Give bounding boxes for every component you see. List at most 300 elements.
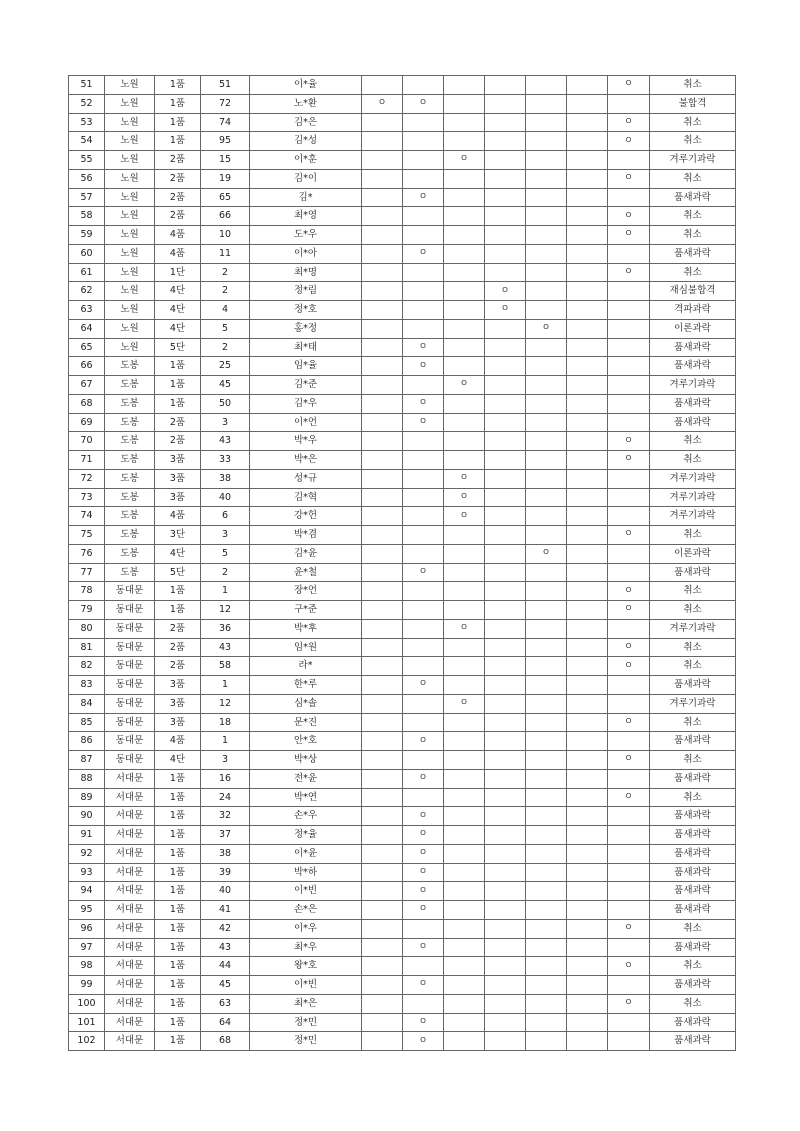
mark-cell (444, 263, 485, 282)
mark-cell (362, 113, 403, 132)
row-number-cell: 57 (69, 188, 105, 207)
mark-cell (567, 132, 608, 151)
mark-cell (608, 938, 650, 957)
mark-cell (444, 844, 485, 863)
mark-cell (362, 488, 403, 507)
mark-cell (485, 338, 526, 357)
mark-cell (362, 1032, 403, 1051)
exam-number-cell: 4 (201, 301, 250, 320)
row-number-cell: 64 (69, 319, 105, 338)
branch-cell: 서대문 (105, 976, 155, 995)
result-cell: 품새과락 (650, 413, 736, 432)
mark-cell (485, 526, 526, 545)
mark-cell: ㅇ (608, 451, 650, 470)
branch-cell: 도봉 (105, 451, 155, 470)
table-row (69, 657, 736, 676)
mark-cell (362, 938, 403, 957)
branch-cell: 노원 (105, 169, 155, 188)
name-cell: 장*언 (250, 582, 362, 601)
mark-cell (403, 751, 444, 770)
mark-cell (485, 788, 526, 807)
mark-cell (526, 507, 567, 526)
mark-cell (485, 676, 526, 695)
branch-cell: 노원 (105, 188, 155, 207)
mark-cell: ㅇ (608, 751, 650, 770)
branch-cell: 서대문 (105, 994, 155, 1013)
grade-cell: 5단 (155, 563, 201, 582)
table-row (69, 732, 736, 751)
row-number-cell: 100 (69, 994, 105, 1013)
grade-cell: 1품 (155, 976, 201, 995)
result-cell: 품새과락 (650, 844, 736, 863)
mark-cell (567, 207, 608, 226)
mark-cell (608, 376, 650, 395)
mark-cell (608, 488, 650, 507)
mark-cell (526, 113, 567, 132)
mark-cell (403, 451, 444, 470)
mark-cell (526, 226, 567, 245)
mark-cell (444, 301, 485, 320)
mark-cell (444, 882, 485, 901)
row-number-cell: 95 (69, 901, 105, 920)
mark-cell (362, 76, 403, 95)
mark-cell (608, 732, 650, 751)
mark-cell (362, 732, 403, 751)
table-row (69, 301, 736, 320)
mark-cell: ㅇ (608, 657, 650, 676)
result-cell: 겨루기과락 (650, 488, 736, 507)
mark-cell (485, 901, 526, 920)
mark-cell (403, 113, 444, 132)
row-number-cell: 68 (69, 394, 105, 413)
table-row (69, 844, 736, 863)
exam-number-cell: 64 (201, 1013, 250, 1032)
name-cell: 박*우 (250, 432, 362, 451)
mark-cell (526, 488, 567, 507)
exam-number-cell: 3 (201, 526, 250, 545)
table-row (69, 882, 736, 901)
result-cell: 품새과락 (650, 676, 736, 695)
mark-cell (444, 132, 485, 151)
mark-cell (526, 263, 567, 282)
table-row (69, 807, 736, 826)
name-cell: 이*빈 (250, 882, 362, 901)
table-row (69, 488, 736, 507)
mark-cell: ㅇ (608, 788, 650, 807)
mark-cell (444, 863, 485, 882)
table-row (69, 938, 736, 957)
mark-cell (403, 301, 444, 320)
mark-cell: ㅇ (608, 919, 650, 938)
name-cell: 라* (250, 657, 362, 676)
mark-cell (526, 957, 567, 976)
mark-cell (444, 319, 485, 338)
mark-cell (444, 94, 485, 113)
grade-cell: 1품 (155, 94, 201, 113)
row-number-cell: 99 (69, 976, 105, 995)
table-row (69, 226, 736, 245)
branch-cell: 동대문 (105, 732, 155, 751)
mark-cell: ㅇ (403, 732, 444, 751)
mark-cell: ㅇ (403, 769, 444, 788)
branch-cell: 동대문 (105, 694, 155, 713)
name-cell: 전*윤 (250, 769, 362, 788)
table-row (69, 94, 736, 113)
mark-cell (444, 188, 485, 207)
mark-cell (567, 338, 608, 357)
mark-cell: ㅇ (608, 76, 650, 95)
mark-cell (526, 451, 567, 470)
exam-number-cell: 12 (201, 601, 250, 620)
exam-number-cell: 36 (201, 619, 250, 638)
mark-cell: ㅇ (362, 94, 403, 113)
mark-cell (567, 432, 608, 451)
exam-number-cell: 33 (201, 451, 250, 470)
mark-cell (567, 544, 608, 563)
mark-cell (362, 507, 403, 526)
mark-cell (567, 151, 608, 170)
grade-cell: 1품 (155, 394, 201, 413)
result-cell: 겨루기과락 (650, 469, 736, 488)
grade-cell: 1단 (155, 263, 201, 282)
mark-cell: ㅇ (403, 1013, 444, 1032)
result-cell: 품새과락 (650, 1013, 736, 1032)
mark-cell (526, 788, 567, 807)
mark-cell (403, 488, 444, 507)
result-cell: 취소 (650, 657, 736, 676)
mark-cell (444, 638, 485, 657)
mark-cell (608, 319, 650, 338)
mark-cell (567, 94, 608, 113)
mark-cell (485, 432, 526, 451)
mark-cell (485, 451, 526, 470)
table-row (69, 1013, 736, 1032)
grade-cell: 3품 (155, 676, 201, 695)
table-row (69, 507, 736, 526)
table-row (69, 376, 736, 395)
table-row (69, 994, 736, 1013)
mark-cell (403, 151, 444, 170)
mark-cell (362, 751, 403, 770)
branch-cell: 도봉 (105, 469, 155, 488)
mark-cell: ㅇ (608, 263, 650, 282)
row-number-cell: 76 (69, 544, 105, 563)
exam-number-cell: 5 (201, 544, 250, 563)
result-cell: 취소 (650, 919, 736, 938)
mark-cell: ㅇ (608, 957, 650, 976)
mark-cell (403, 169, 444, 188)
mark-cell: ㅇ (444, 488, 485, 507)
mark-cell (567, 244, 608, 263)
exam-number-cell: 5 (201, 319, 250, 338)
table-row (69, 244, 736, 263)
mark-cell (608, 826, 650, 845)
mark-cell (567, 938, 608, 957)
mark-cell (403, 619, 444, 638)
name-cell: 김*윤 (250, 544, 362, 563)
grade-cell: 3품 (155, 713, 201, 732)
mark-cell (608, 676, 650, 695)
mark-cell (567, 694, 608, 713)
mark-cell (444, 601, 485, 620)
name-cell: 안*호 (250, 732, 362, 751)
row-number-cell: 92 (69, 844, 105, 863)
mark-cell (444, 751, 485, 770)
result-cell: 취소 (650, 207, 736, 226)
mark-cell (403, 919, 444, 938)
mark-cell: ㅇ (403, 807, 444, 826)
mark-cell (444, 732, 485, 751)
mark-cell (526, 376, 567, 395)
name-cell: 구*준 (250, 601, 362, 620)
mark-cell (444, 807, 485, 826)
mark-cell (444, 544, 485, 563)
name-cell: 박*겸 (250, 526, 362, 545)
mark-cell (362, 994, 403, 1013)
mark-cell (608, 619, 650, 638)
mark-cell (485, 807, 526, 826)
grade-cell: 2품 (155, 207, 201, 226)
exam-number-cell: 37 (201, 826, 250, 845)
grade-cell: 4단 (155, 282, 201, 301)
mark-cell (608, 694, 650, 713)
mark-cell (526, 1032, 567, 1051)
mark-cell (485, 582, 526, 601)
grade-cell: 1품 (155, 863, 201, 882)
mark-cell (362, 807, 403, 826)
mark-cell (403, 582, 444, 601)
mark-cell (362, 844, 403, 863)
mark-cell: ㅇ (403, 394, 444, 413)
table-row (69, 544, 736, 563)
mark-cell (526, 432, 567, 451)
mark-cell (526, 582, 567, 601)
name-cell: 최*우 (250, 938, 362, 957)
mark-cell (403, 713, 444, 732)
mark-cell (567, 451, 608, 470)
grade-cell: 3품 (155, 469, 201, 488)
table-row (69, 338, 736, 357)
mark-cell (567, 732, 608, 751)
mark-cell (567, 657, 608, 676)
mark-cell: ㅇ (608, 526, 650, 545)
mark-cell (362, 563, 403, 582)
grade-cell: 4품 (155, 226, 201, 245)
mark-cell (403, 132, 444, 151)
result-cell: 취소 (650, 601, 736, 620)
exam-number-cell: 50 (201, 394, 250, 413)
mark-cell (485, 938, 526, 957)
grade-cell: 1품 (155, 582, 201, 601)
grade-cell: 1품 (155, 1032, 201, 1051)
mark-cell (403, 432, 444, 451)
row-number-cell: 82 (69, 657, 105, 676)
row-number-cell: 98 (69, 957, 105, 976)
grade-cell: 1품 (155, 938, 201, 957)
name-cell: 이*빈 (250, 976, 362, 995)
mark-cell (362, 901, 403, 920)
mark-cell (526, 563, 567, 582)
table-row (69, 282, 736, 301)
result-cell: 품새과락 (650, 357, 736, 376)
result-cell: 취소 (650, 169, 736, 188)
result-cell: 품새과락 (650, 826, 736, 845)
name-cell: 임*율 (250, 357, 362, 376)
name-cell: 도*우 (250, 226, 362, 245)
table-row (69, 769, 736, 788)
mark-cell (403, 994, 444, 1013)
mark-cell (485, 957, 526, 976)
grade-cell: 4단 (155, 544, 201, 563)
row-number-cell: 54 (69, 132, 105, 151)
exam-number-cell: 2 (201, 338, 250, 357)
mark-cell (608, 282, 650, 301)
row-number-cell: 89 (69, 788, 105, 807)
mark-cell (608, 94, 650, 113)
result-cell: 불합격 (650, 94, 736, 113)
table-row (69, 1032, 736, 1051)
branch-cell: 동대문 (105, 751, 155, 770)
grade-cell: 1품 (155, 844, 201, 863)
exam-number-cell: 32 (201, 807, 250, 826)
mark-cell (485, 713, 526, 732)
exam-number-cell: 72 (201, 94, 250, 113)
mark-cell: ㅇ (403, 244, 444, 263)
branch-cell: 도봉 (105, 413, 155, 432)
mark-cell (362, 226, 403, 245)
mark-cell (362, 282, 403, 301)
result-cell: 품새과락 (650, 563, 736, 582)
mark-cell (444, 432, 485, 451)
mark-cell (608, 469, 650, 488)
exam-number-cell: 43 (201, 938, 250, 957)
result-cell: 취소 (650, 451, 736, 470)
exam-number-cell: 15 (201, 151, 250, 170)
mark-cell: ㅇ (608, 994, 650, 1013)
name-cell: 정*율 (250, 826, 362, 845)
exam-number-cell: 43 (201, 432, 250, 451)
row-number-cell: 74 (69, 507, 105, 526)
branch-cell: 서대문 (105, 788, 155, 807)
exam-number-cell: 38 (201, 469, 250, 488)
mark-cell: ㅇ (444, 376, 485, 395)
branch-cell: 서대문 (105, 1032, 155, 1051)
mark-cell (362, 638, 403, 657)
mark-cell: ㅇ (403, 188, 444, 207)
mark-cell (526, 151, 567, 170)
table-row (69, 113, 736, 132)
name-cell: 손*우 (250, 807, 362, 826)
branch-cell: 서대문 (105, 807, 155, 826)
grade-cell: 1품 (155, 113, 201, 132)
branch-cell: 노원 (105, 301, 155, 320)
name-cell: 최*영 (250, 207, 362, 226)
table-row (69, 713, 736, 732)
mark-cell (444, 526, 485, 545)
mark-cell (526, 676, 567, 695)
branch-cell: 동대문 (105, 582, 155, 601)
grade-cell: 2품 (155, 188, 201, 207)
mark-cell (526, 132, 567, 151)
mark-cell (567, 226, 608, 245)
result-cell: 품새과락 (650, 938, 736, 957)
branch-cell: 노원 (105, 94, 155, 113)
mark-cell: ㅇ (444, 507, 485, 526)
table-row (69, 357, 736, 376)
table-row (69, 76, 736, 95)
mark-cell: ㅇ (608, 713, 650, 732)
mark-cell (526, 882, 567, 901)
branch-cell: 노원 (105, 263, 155, 282)
branch-cell: 노원 (105, 282, 155, 301)
mark-cell (526, 901, 567, 920)
mark-cell (362, 432, 403, 451)
branch-cell: 노원 (105, 132, 155, 151)
result-cell: 격파과락 (650, 301, 736, 320)
branch-cell: 도봉 (105, 357, 155, 376)
mark-cell (444, 769, 485, 788)
mark-cell: ㅇ (403, 976, 444, 995)
exam-number-cell: 16 (201, 769, 250, 788)
table-row (69, 263, 736, 282)
mark-cell (362, 957, 403, 976)
grade-cell: 4품 (155, 244, 201, 263)
mark-cell (567, 469, 608, 488)
mark-cell (567, 526, 608, 545)
mark-cell (362, 301, 403, 320)
mark-cell (485, 751, 526, 770)
mark-cell (362, 263, 403, 282)
name-cell: 최*명 (250, 263, 362, 282)
mark-cell: ㅇ (608, 207, 650, 226)
mark-cell (362, 188, 403, 207)
exam-number-cell: 42 (201, 919, 250, 938)
row-number-cell: 62 (69, 282, 105, 301)
mark-cell: ㅇ (403, 844, 444, 863)
exam-number-cell: 6 (201, 507, 250, 526)
results-table (68, 75, 736, 1051)
result-cell: 이론과락 (650, 544, 736, 563)
exam-number-cell: 45 (201, 976, 250, 995)
mark-cell (567, 863, 608, 882)
mark-cell (608, 301, 650, 320)
result-cell: 품새과락 (650, 244, 736, 263)
mark-cell (608, 882, 650, 901)
branch-cell: 도봉 (105, 563, 155, 582)
branch-cell: 노원 (105, 319, 155, 338)
branch-cell: 노원 (105, 244, 155, 263)
table-row (69, 151, 736, 170)
row-number-cell: 87 (69, 751, 105, 770)
mark-cell (485, 376, 526, 395)
mark-cell (485, 394, 526, 413)
mark-cell (362, 376, 403, 395)
mark-cell: ㅇ (403, 863, 444, 882)
row-number-cell: 91 (69, 826, 105, 845)
mark-cell (485, 544, 526, 563)
row-number-cell: 81 (69, 638, 105, 657)
row-number-cell: 65 (69, 338, 105, 357)
row-number-cell: 93 (69, 863, 105, 882)
row-number-cell: 102 (69, 1032, 105, 1051)
grade-cell: 5단 (155, 338, 201, 357)
table-row (69, 919, 736, 938)
mark-cell (444, 919, 485, 938)
mark-cell (608, 863, 650, 882)
branch-cell: 노원 (105, 76, 155, 95)
mark-cell (362, 882, 403, 901)
exam-number-cell: 18 (201, 713, 250, 732)
